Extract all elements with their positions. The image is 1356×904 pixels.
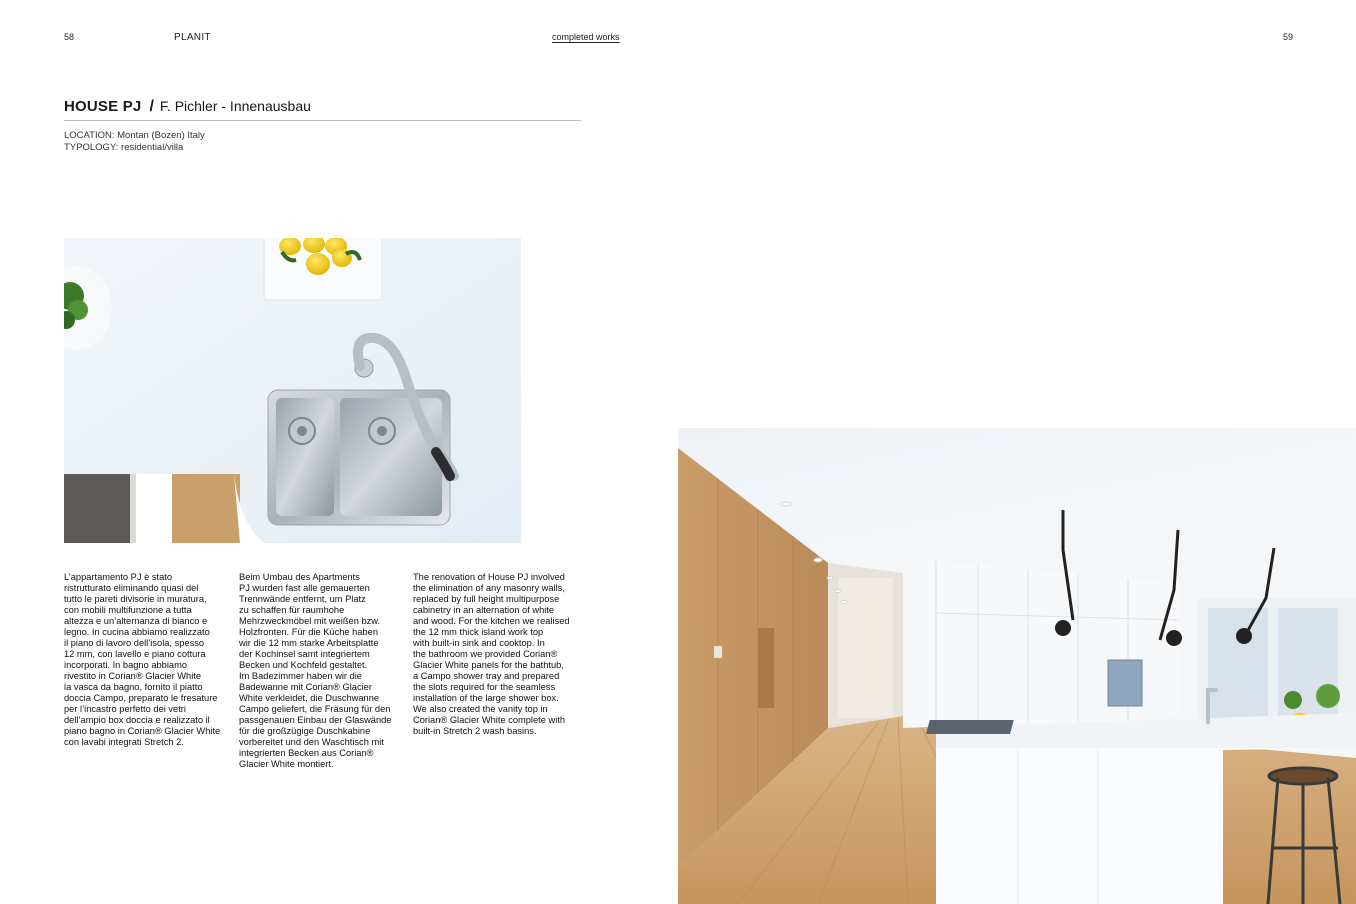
location-line: LOCATION: Montan (Bozen) Italy: [64, 130, 205, 141]
italian-text: L’appartamento PJ è stato ristrutturato eliminando quasi del tutto le pareti divisorie in muratura, con mobili multifunzione a tutta altezza e un’alternanza di bianco e legno. In cucina abbiamo realizzato il piano di lavoro dell’isola, spesso 12 mm, con lavello e piano cottura incorporati. In bagno abbiamo rivestito in Corian® Glacier White la vasca da bagno, fornito il piatto doccia Campo, preparato le fresature per l’incastro perfetto dei vetri dell’ampio box doccia e realizzato il piano bagno in Corian® Glacier White con lavabi integrati Stretch 2.: [64, 572, 221, 747]
sink-photo: [64, 238, 521, 543]
company-name: F. Pichler - Innenausbau: [159, 98, 311, 114]
title-separator: /: [149, 98, 154, 115]
section-link[interactable]: completed works: [552, 32, 620, 42]
project-title: [64, 98, 581, 121]
page-number-left: 58: [64, 32, 75, 42]
publication-name: PLANIT: [174, 32, 211, 43]
project-name: HOUSE PJ: [64, 98, 142, 115]
page-number-right: 59: [1283, 32, 1294, 42]
kitchen-photo: [678, 428, 1356, 904]
english-text: The renovation of House PJ involved the elimination of any masonry walls, replaced by full height multipurpose cabinetry in an alternation of white and wood. For the kitchen we realised the 12 mm thick island work top with built-in sink and cooktop. In the bathroom we provided Corian® Glacier White panels for the bathtub, a Campo shower tray and prepared the slots required for the seamless installation of the large shower box. We also created the vanity top in Corian® Glacier White complete with built-in Stretch 2 wash basins.: [413, 572, 570, 736]
german-text: Beim Umbau des Apartments PJ wurden fast alle gemauerten Trennwände entfernt, um Platz zu schaffen für raumhohe Mehrzweckmöbel mit weißen bzw. Holzfronten. Für die Küche haben wir die 12 mm starke Arbeitsplatte der Kochinsel samt integriertem Becken und Kochfeld gestaltet. Im Badezimmer haben wir die Badewanne mit Corian® Glacier White verkleidet, die Duschwanne Campo geliefert, die Fräsung für den passgenauen Einbau der Glaswände für die großzügige Duschkabine vorbereitet und den Waschtisch mit integrierten Becken aus Corian® Glacier White montiert.: [239, 572, 392, 769]
typology-line: TYPOLOGY: residential/villa: [64, 142, 184, 153]
project-meta: [64, 130, 205, 154]
